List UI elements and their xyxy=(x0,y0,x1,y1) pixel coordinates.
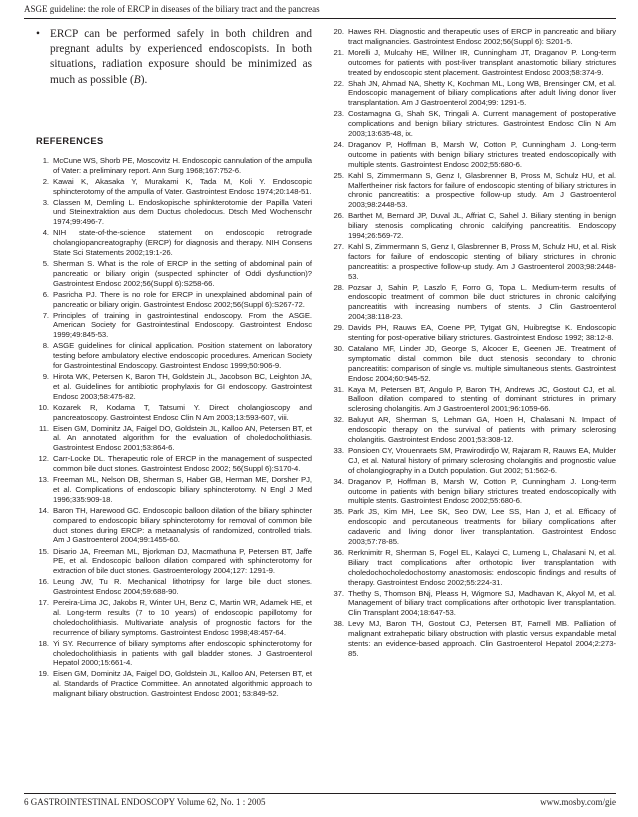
reference-item xyxy=(36,372,312,402)
reference-text: Carr-Locke DL. Therapeutic role of ERCP in the management of suspected common bile duct stones. Gastrointest Endosc 2002; 56(Suppl 6):S170-4. xyxy=(53,454,312,474)
reference-text: Morelli J, Mulcahy HE, Willner IR, Cunningham JT, Draganov P. Long-term outcomes for patients with post-liver transplant anastomotic biliary strictures treated by endoscopic stent placement. Gastrointest Endosc 2003;58:374-9. xyxy=(348,47,616,77)
reference-number: 35. xyxy=(333,507,344,517)
reference-text: Kahl S, Zimmermann S, Genz I, Glasbrenner B, Pross M, Schulz HU, et al. Risk factors for failure of endoscopic stenting of biliary strictures in chronic pancreatitis: a prospective follow-up study. Am J Gastroenterol 2003;98:2448-53. xyxy=(348,242,616,281)
reference-number: 19. xyxy=(38,669,49,679)
reference-number: 11. xyxy=(39,423,49,433)
reference-text: Davids PH, Rauws EA, Coene PP, Tytgat GN, Huibregtse K. Endoscopic stenting for post-operative biliary strictures. Gastrointest Endosc 1992; 38:12-8. xyxy=(348,323,616,342)
reference-number: 30. xyxy=(333,344,344,354)
reference-text: Pozsar J, Sahin P, Laszlo F, Forro G, Topa L. Medium-term results of endoscopic treatment of common bile duct strictures in chronic calcifying pancreatitis with increasing numbers of stents. J Clin Gastroenterol 2004;38:118-23. xyxy=(348,282,616,322)
reference-number: 4. xyxy=(42,228,49,238)
reference-text: Kozarek R, Kodama T, Tatsumi Y. Direct cholangioscopy and pancreatoscopy. Gastrointest Endosc Clin N Am 2003;13:593-607, viii. xyxy=(53,402,312,422)
header-rule xyxy=(24,18,616,19)
reference-number: 33. xyxy=(333,446,344,456)
reference-item xyxy=(36,547,312,577)
reference-number: 1. xyxy=(42,155,49,165)
reference-text: McCune WS, Shorb PE, Moscovitz H. Endoscopic cannulation of the ampulla of Vater: a preliminary report. Ann Surg 1968;167:752-6. xyxy=(53,155,312,175)
reference-number: 17. xyxy=(38,598,49,608)
reference-text: Pereira-Lima JC, Jakobs R, Winter UH, Benz C, Martin WR, Adamek HE, et al. Long-term results (7 to 10 years) of endoscopic papillotomy for choledocholithiasis. Multivariate analysis of prognostic factors for the recurrence of biliary symptoms. Gastrointest Endosc 1998;48:457-64. xyxy=(53,598,312,637)
reference-item xyxy=(36,156,312,176)
reference-item xyxy=(36,341,312,371)
reference-text: Park JS, Kim MH, Lee SK, Seo DW, Lee SS, Han J, et al. Efficacy of endoscopic and percutaneous treatments for biliary complications after cadaveric and living donor liver transplantation. Gastrointest Endosc 2003;57:78-85. xyxy=(348,507,616,546)
reference-number: 27. xyxy=(333,242,344,252)
reference-item xyxy=(331,283,616,322)
reference-number: 37. xyxy=(333,588,344,598)
reference-text: Kawai K, Akasaka Y, Murakami K, Tada M, Koli Y. Endoscopic sphincterotomy of the ampulla of Vater. Gastrointest Endosc 1974;20:148-51. xyxy=(53,176,312,196)
reference-number: 12. xyxy=(38,454,49,464)
footer-rule xyxy=(24,793,616,794)
reference-text: Leung JW, Tu R. Mechanical lithotripsy for large bile duct stones. Gastrointest Endosc 2004;59:688-90. xyxy=(53,577,312,597)
reference-text: Disario JA, Freeman ML, Bjorkman DJ, Macmathuna P, Petersen BT, Jaffe PE, et al. Endoscopic balloon dilation compared with sphincterotomy for extraction of bile duct stones. Gastroenterology 2004;127: 1291-9. xyxy=(53,546,312,576)
reference-item xyxy=(331,415,616,445)
reference-text: Rerknimitr R, Sherman S, Fogel EL, Kalayci C, Lumeng L, Chalasani N, et al. Biliary tract complications after orthotopic liver transplantation with choledochocholedochostomy anastomosis: endoscopic findings and results of therapy. Gastrointest Endosc 2002;55:224-31. xyxy=(348,548,616,587)
reference-item xyxy=(331,344,616,383)
reference-text: Kaya M, Petersen BT, Angulo P, Baron TH, Andrews JC, Gostout CJ, et al. Balloon dilation compared to stenting of dominant strictures in primary sclerosing cholangitis. Am J Gastroenterol 2001;96:1059-66. xyxy=(348,384,616,414)
reference-text: Freeman ML, Nelson DB, Sherman S, Haber GB, Herman ME, Dorsher PJ, et al. Complications of endoscopic biliary sphincterotomy. N Engl J Med 1996;335:909-18. xyxy=(53,475,312,504)
reference-item xyxy=(331,48,616,78)
reference-text: Baluyut AR, Sherman S, Lehman GA, Hoen H, Chalasani N. Impact of endoscopic therapy on the survival of patients with primary sclerosing cholangitis. Gastrointest Endosc 2001;53:308-12. xyxy=(348,415,616,444)
reference-number: 29. xyxy=(333,323,344,333)
reference-item xyxy=(36,598,312,637)
bullet-paragraph xyxy=(36,27,312,88)
reference-number: 31. xyxy=(333,384,344,394)
reference-item xyxy=(331,619,616,658)
reference-number: 6. xyxy=(42,289,49,299)
reference-item xyxy=(36,403,312,423)
reference-item xyxy=(36,475,312,505)
reference-text: Kahl S, Zimmermann S, Genz I, Glasbrenner B, Pross M, Schulz HU, et al. Malfertheiner risk factors for failure of endoscopic stenting of biliary strictures in chronic pancreatitis: a prospective follow-up study. Am J Gastroenterol 2003;98:2448-53. xyxy=(348,170,616,210)
reference-item xyxy=(36,228,312,258)
reference-item xyxy=(36,506,312,545)
reference-number: 13. xyxy=(38,475,49,485)
reference-number: 22. xyxy=(333,78,344,88)
reference-number: 18. xyxy=(38,638,49,648)
bullet-mark: • xyxy=(36,28,40,40)
reference-text: NIH state-of-the-science statement on endoscopic retrograde cholangiopancreatography (ERCP) for diagnosis and therapy. NIH Consens State Sci Statements 2002;19:1-26. xyxy=(53,228,312,257)
right-column xyxy=(331,27,616,660)
reference-text: Yi SY. Recurrence of biliary symptoms after endoscopic sphincterotomy for choledocholithiasis in patients with gall bladder stones. J Gastroenterol Hepatol 2000;15:661-4. xyxy=(53,638,312,668)
reference-item xyxy=(331,79,616,109)
reference-item xyxy=(36,454,312,474)
reference-text: Eisen GM, Dominitz JA, Faigel DO, Goldstein JL, Kalloo AN, Petersen BT, et al. An annotated algorithm for the evaluation of choledocholithiasis. Gastrointest Endosc 2001;53:864-6. xyxy=(53,423,312,453)
reference-item xyxy=(331,477,616,507)
reference-text: Pasricha PJ. There is no role for ERCP in unexplained abdominal pain of pancreatic or biliary origin. Gastrointest Endosc 2002;56(Suppl 6):S267-72. xyxy=(53,289,312,309)
reference-text: Ponsioen CY, Vrouenraets SM, Prawirodirdjo W, Rajaram R, Rauws EA, Mulder CJ, et al. Natural history of primary sclerosing cholangitis and prognostic value of cholangiography in a Dutch population. Gut 2002; 51:562-6. xyxy=(348,446,616,475)
reference-item xyxy=(331,323,616,343)
reference-text: Principles of training in gastrointestinal endoscopy. From the ASGE. American Society for Gastrointestinal Endoscopy. Gastrointest Endosc 1999;49:845-53. xyxy=(53,310,312,340)
reference-number: 21. xyxy=(333,47,344,57)
reference-item xyxy=(331,109,616,139)
reference-item xyxy=(331,589,616,619)
reference-number: 36. xyxy=(333,548,344,558)
bullet-text: ERCP can be performed safely in both children and pregnant adults by experienced endoscopists. In both situations, radiation exposure should be minimized as much as possible (B). xyxy=(50,28,312,86)
reference-number: 28. xyxy=(333,282,344,292)
reference-number: 23. xyxy=(333,109,344,119)
reference-item xyxy=(331,140,616,170)
reference-text: Baron TH, Harewood GC. Endoscopic balloon dilation of the biliary sphincter compared to endoscopic biliary sphincterotomy for removal of common bile duct stones during ERCP: a metaanalysis of randomized, controlled trials. Am J Gastroenterol 2004;99:1455-60. xyxy=(53,505,312,545)
reference-item xyxy=(36,290,312,310)
reference-item xyxy=(331,446,616,476)
running-header: ASGE guideline: the role of ERCP in diseases of the biliary tract and the pancreas xyxy=(24,4,320,14)
reference-text: ASGE guidelines for clinical application. Position statement on laboratory testing before ambulatory elective endoscopic procedures. American Society for Gastrointestinal Endoscopy. Gastrointest Endosc 1999;50:906-9. xyxy=(53,341,312,370)
reference-item xyxy=(36,577,312,597)
reference-number: 32. xyxy=(333,415,344,425)
reference-number: 5. xyxy=(42,259,49,268)
reference-number: 3. xyxy=(42,197,49,207)
reference-number: 24. xyxy=(333,140,344,150)
footer-journal-info: 6 GASTROINTESTINAL ENDOSCOPY Volume 62, No. 1 : 2005 xyxy=(24,797,266,807)
reference-item xyxy=(36,311,312,341)
reference-text: Thethy S, Thomson BNj, Pleass H, Wigmore SJ, Madhavan K, Akyol M, et al. Management of biliary tract complications after orthotopic liver transplantation. Clin Transplant 2004;18:647-53. xyxy=(348,588,616,618)
reference-item xyxy=(36,669,312,699)
reference-number: 7. xyxy=(42,310,49,320)
reference-item xyxy=(36,639,312,669)
footer-website: www.mosby.com/gie xyxy=(540,797,616,807)
reference-item xyxy=(36,198,312,228)
reference-list-right xyxy=(331,27,616,659)
reference-number: 15. xyxy=(38,546,49,556)
reference-text: Catalano MF, Linder JD, George S, Alcocer E, Geenen JE. Treatment of symptomatic distal common bile duct stenosis secondary to chronic pancreatitis: comparison of single vs. multiple simultaneous stents. Gastrointest Endosc 2004;60:945-52. xyxy=(348,344,616,383)
reference-item xyxy=(331,242,616,281)
reference-item xyxy=(331,211,616,241)
reference-item xyxy=(331,171,616,210)
reference-text: Barthet M, Bernard JP, Duval JL, Affriat C, Sahel J. Biliary stenting in benign biliary stenosis complicating chronic calcifying pancreatitis. Endoscopy 1994;26:569-72. xyxy=(348,211,616,240)
reference-number: 16. xyxy=(38,577,49,587)
left-column xyxy=(36,27,312,700)
reference-number: 20. xyxy=(333,27,344,36)
reference-number: 8. xyxy=(42,341,49,351)
reference-number: 26. xyxy=(333,211,344,221)
reference-item xyxy=(36,259,312,289)
references-heading: REFERENCES xyxy=(36,135,104,146)
reference-text: Eisen GM, Dominitz JA, Faigel DO, Goldstein JL, Kalloo AN, Petersen BT, et al. Standards of Practice Committee. An annotated algorithmic approach to malignant biliary obstruction. Gastrointest Endosc 2001; 53:849-52. xyxy=(53,669,312,699)
reference-text: Sherman S. What is the role of ERCP in the setting of abdominal pain of pancreatic or biliary origin (suspected sphincter of Oddi dysfunction)? Gastrointest Endosc 2002;56(Suppl 6):S258-66. xyxy=(53,259,312,288)
reference-item xyxy=(36,177,312,197)
reference-text: Draganov P, Hoffman B, Marsh W, Cotton P, Cunningham J. Long-term outcome in patients with benign biliary strictures treated endoscopically with multiple stents. Gastrointest Endosc 2002;55:680-6. xyxy=(348,140,616,169)
reference-number: 38. xyxy=(333,619,344,629)
reference-text: Hawes RH. Diagnostic and therapeutic uses of ERCP in pancreatic and biliary tract malignancies. Gastrointest Endosc 2002;56(Suppl 6): S201-5. xyxy=(348,27,616,46)
reference-text: Costamagna G, Shah SK, Tringali A. Current management of postoperative complications and benign biliary strictures. Gastrointest Endosc Clin N Am 2003;13:635-48, ix. xyxy=(348,109,616,138)
reference-list-left xyxy=(36,156,312,699)
reference-number: 10. xyxy=(38,402,49,412)
reference-number: 9. xyxy=(42,372,49,382)
reference-item xyxy=(36,424,312,454)
reference-item xyxy=(331,507,616,546)
reference-item xyxy=(331,27,616,47)
reference-text: Classen M, Demling L. Endoskopische sphinkterotomie der Papilla Vateri und Steinextraktion aus dem Ductus choledocus. Dtsch Med Wochenschr 1974;99:496-7. xyxy=(53,197,312,227)
reference-item xyxy=(331,548,616,587)
reference-text: Levy MJ, Baron TH, Gostout CJ, Petersen BT, Farnell MB. Palliation of malignant extrahepatic biliary obstruction with plastic versus expandable metal stents: an evidence-based approach. Clin Gastroenterol Hepatol 2004;2:273-85. xyxy=(348,619,616,658)
reference-number: 25. xyxy=(333,170,344,180)
reference-number: 34. xyxy=(333,476,344,486)
reference-item xyxy=(331,385,616,415)
reference-text: Draganov P, Hoffman B, Marsh W, Cotton P, Cunningham J. Long-term outcome in patients with benign biliary strictures treated endoscopically with multiple stents. Gastrointest Endosc 2002;55:680-6. xyxy=(348,476,616,506)
reference-text: Hirota WK, Petersen K, Baron TH, Goldstein JL, Jacobson BC, Leighton JA, et al. Guidelines for antibiotic prophylaxis for GI endoscopy. Gastrointest Endosc 2003;58:475-82. xyxy=(53,372,312,401)
reference-number: 14. xyxy=(38,505,49,515)
reference-number: 2. xyxy=(42,176,49,186)
reference-text: Shah JN, Ahmad NA, Shetty K, Kochman ML, Long WB, Brensinger CM, et al. Endoscopic management of biliary complications after adult living donor liver transplantation. Am J Gastroenterol 2004;99: 1291-5. xyxy=(348,78,616,108)
